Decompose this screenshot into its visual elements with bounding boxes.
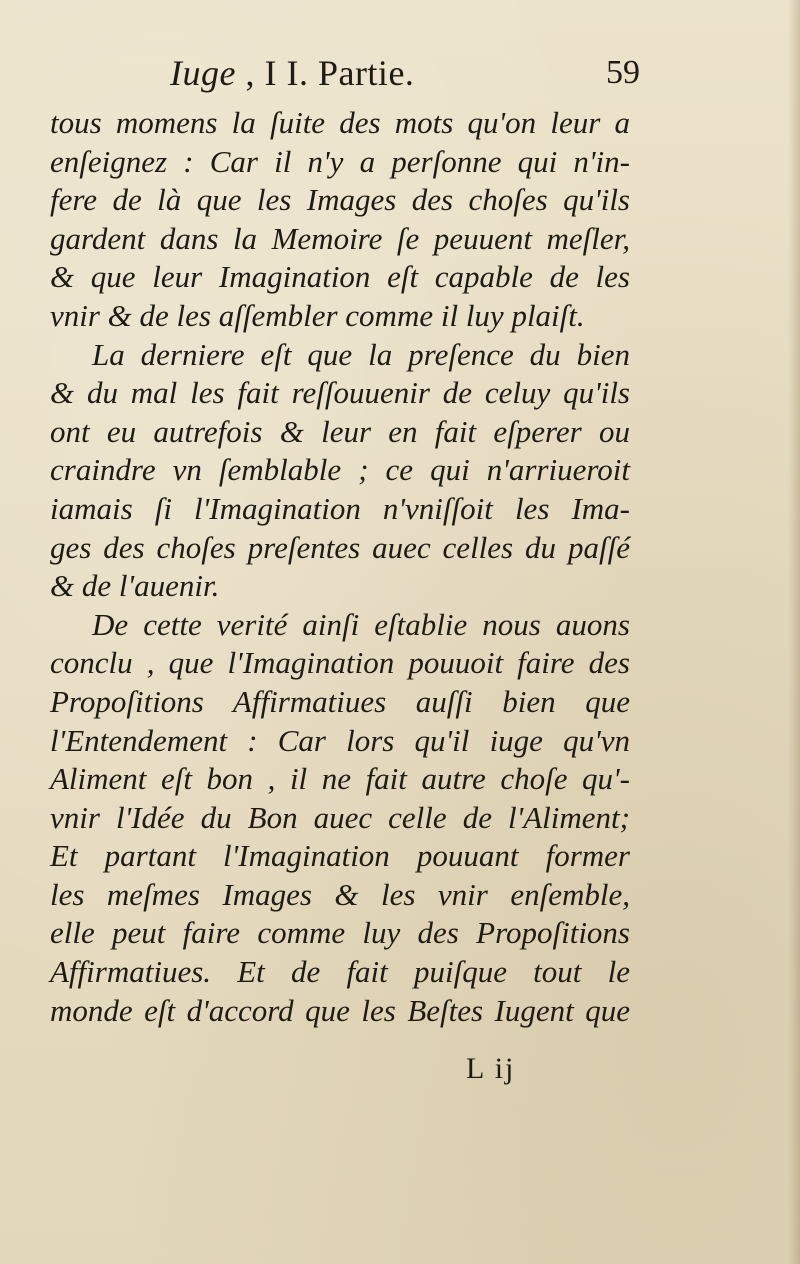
text-line: conclu , que l'Imagination pouuoit faire des	[50, 645, 630, 681]
running-head-title: Iuge	[170, 53, 236, 93]
page-header	[170, 52, 640, 102]
text-line: l'Entendement : Car lors qu'il iuge qu'vn	[50, 722, 630, 758]
text-line: craindre vn ſemblable ; ce qui n'arriueroit	[50, 452, 630, 488]
text-line: ont eu autrefois & leur en fait eſperer ou	[50, 413, 630, 449]
text-line: iamais ſi l'Imagination n'vniſſoit les Ima-	[50, 490, 630, 526]
text-line: vnir & de les aſſembler comme il luy plaiſt.	[50, 297, 585, 333]
text-line: Propoſitions Affirmatiues auſſi bien que	[50, 683, 630, 719]
text-line: Affirmatiues. Et de fait puiſque tout le	[50, 954, 630, 990]
text-line: tous momens la ſuite des mots qu'on leur a	[50, 105, 630, 140]
signature-mark: L ij	[466, 1052, 516, 1085]
text-line: & du mal les fait reſſouuenir de celuy qu'ils	[50, 375, 630, 411]
text-line: les meſmes Images & les vnir enſemble,	[50, 876, 630, 912]
text-line: elle peut faire comme luy des Propoſitions	[50, 915, 630, 951]
text-line: Aliment eſt bon , il ne fait autre choſe qu'-	[50, 761, 630, 797]
text-line: & que leur Imagination eſt capable de les	[50, 259, 630, 295]
paragraph-start-line: De cette verité ainſi eſtablie nous auons	[92, 606, 630, 642]
text-line: & de l'auenir.	[50, 568, 220, 604]
text-line: fere de là que les Images des choſes qu'ils	[50, 182, 630, 218]
text-line: vnir l'Idée du Bon auec celle de l'Aliment;	[50, 799, 630, 835]
page-number: 59	[606, 54, 640, 91]
running-head-part: , I I. Partie.	[235, 53, 415, 93]
text-line: ges des choſes preſentes auec celles du paſſé	[50, 529, 630, 565]
running-head	[170, 52, 414, 94]
text-line: gardent dans la Memoire ſe peuuent meſler,	[50, 220, 630, 256]
body-text	[50, 104, 630, 1030]
text-line: monde eſt d'accord que les Beſtes Iugent que	[50, 992, 630, 1028]
text-line: Et partant l'Imagination pouuant former	[50, 838, 630, 874]
paragraph-start-line: La derniere eſt que la preſence du bien	[92, 336, 630, 372]
page-edge-shadow	[788, 0, 800, 1264]
text-line: enſeignez : Car il n'y a perſonne qui n'in-	[50, 143, 630, 179]
